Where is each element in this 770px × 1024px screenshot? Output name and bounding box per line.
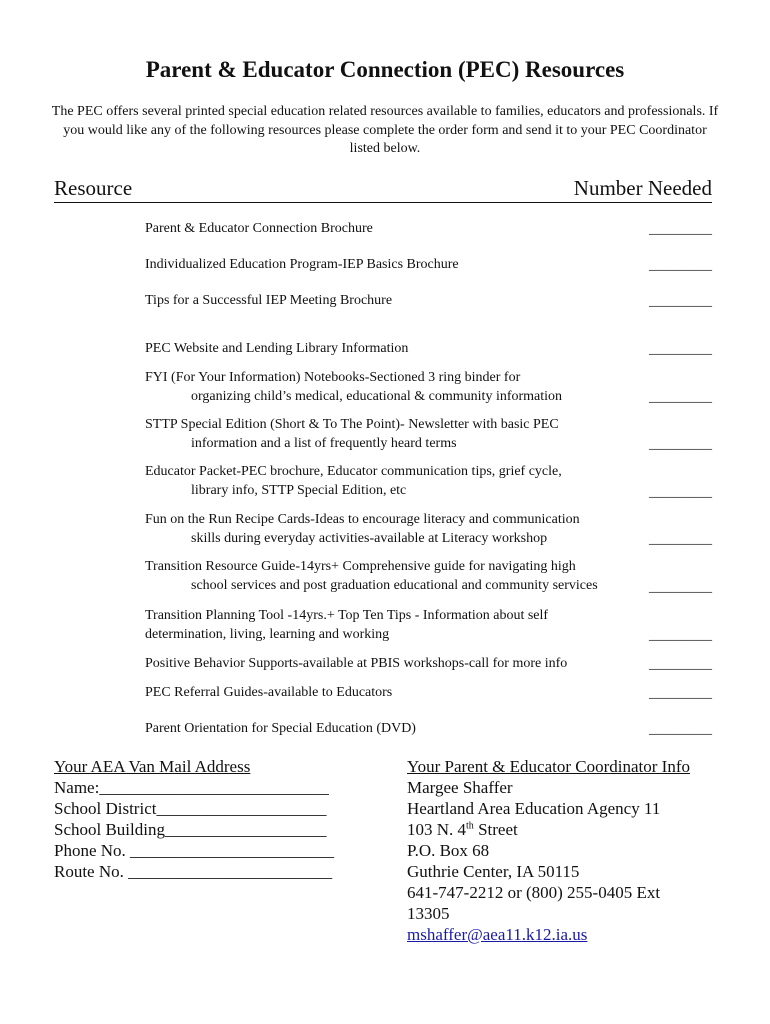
resource-label-continued: organizing child’s medical, educational & community information	[191, 388, 563, 404]
phone-field[interactable]: Phone No. ________________________	[54, 841, 335, 860]
resource-label: Positive Behavior Supports-available at PBIS workshops-call for more info	[145, 656, 568, 671]
resource-label: STTP Special Edition (Short & To The Point)- Newsletter with basic PEC	[145, 417, 559, 432]
resource-label: FYI (For Your Information) Notebooks-Sectioned 3 ring binder for	[145, 370, 521, 385]
resource-item	[145, 416, 645, 453]
quantity-field[interactable]: _________	[649, 437, 712, 452]
number-needed-column-header: Number Needed	[573, 176, 712, 200]
name-field[interactable]: Name:___________________________	[54, 778, 329, 797]
intro-paragraph: The PEC offers several printed special education related resources available to families, educators and professionals. If you would like any of the following resources please complete the order form and send it to your PEC Coordinator listed below.	[51, 104, 719, 156]
resource-label: Individualized Education Program-IEP Basics Brochure	[145, 257, 459, 272]
resource-item	[145, 511, 645, 548]
resource-label-continued: information and a list of frequently heard terms	[191, 435, 457, 451]
route-field[interactable]: Route No. ________________________	[54, 862, 333, 881]
resource-label-continued: skills during everyday activities-available at Literacy workshop	[191, 530, 548, 546]
resource-item	[145, 463, 645, 500]
street-number: 103 N. 4	[407, 820, 467, 839]
resource-item	[145, 256, 645, 275]
quantity-field[interactable]: _________	[649, 580, 712, 595]
coordinator-po-box: P.O. Box 68	[407, 841, 490, 860]
resource-item	[145, 292, 645, 311]
resource-item	[145, 369, 645, 406]
school-district-field[interactable]: School District____________________	[54, 799, 327, 818]
coordinator-heading: Your Parent & Educator Coordinator Info	[407, 757, 690, 776]
quantity-field[interactable]: _________	[649, 342, 712, 357]
resource-item	[145, 720, 645, 739]
coordinator-phone: 641-747-2212 or (800) 255-0405 Ext	[407, 883, 661, 902]
resource-label: Transition Planning Tool -14yrs.+ Top Ten Tips - Information about self	[145, 608, 549, 623]
resource-item	[145, 340, 645, 359]
resource-item	[145, 607, 645, 644]
resource-label: Tips for a Successful IEP Meeting Brochure	[145, 293, 393, 308]
quantity-field[interactable]: _________	[649, 657, 712, 672]
school-building-field[interactable]: School Building___________________	[54, 820, 327, 839]
resource-label: Parent Orientation for Special Education (DVD)	[145, 721, 416, 736]
quantity-field[interactable]: _________	[649, 722, 712, 737]
quantity-field[interactable]: _________	[649, 686, 712, 701]
resource-item	[145, 220, 645, 239]
quantity-field[interactable]: _________	[649, 628, 712, 643]
street-name: Street	[473, 820, 518, 839]
quantity-field[interactable]: _________	[649, 294, 712, 309]
coordinator-extension: 13305	[407, 904, 450, 923]
resource-label: Transition Resource Guide-14yrs+ Comprehensive guide for navigating high	[145, 559, 576, 574]
resource-label: Educator Packet-PEC brochure, Educator communication tips, grief cycle,	[145, 464, 562, 479]
street-ordinal: th	[466, 820, 474, 832]
resource-label-continued: determination, living, learning and working	[145, 626, 390, 642]
quantity-field[interactable]: _________	[649, 485, 712, 500]
page-title: Parent & Educator Connection (PEC) Resources	[145, 57, 625, 82]
coordinator-email-link[interactable]: mshaffer@aea11.k12.ia.us	[407, 925, 588, 944]
quantity-field[interactable]: _________	[649, 532, 712, 547]
resource-label: Fun on the Run Recipe Cards-Ideas to encourage literacy and communication	[145, 512, 580, 527]
resource-label: PEC Referral Guides-available to Educators	[145, 685, 393, 700]
resource-item	[145, 684, 645, 703]
resource-column-header: Resource	[54, 176, 133, 200]
resource-item	[145, 655, 645, 674]
quantity-field[interactable]: _________	[649, 222, 712, 237]
resource-table-header	[54, 176, 712, 203]
coordinator-city: Guthrie Center, IA 50115	[407, 862, 580, 881]
coordinator-section	[407, 756, 690, 945]
resource-label: PEC Website and Lending Library Information	[145, 341, 409, 356]
coordinator-agency: Heartland Area Education Agency 11	[407, 799, 661, 818]
quantity-field[interactable]: _________	[649, 258, 712, 273]
resource-label-continued: library info, STTP Special Edition, etc	[191, 482, 407, 498]
resource-label: Parent & Educator Connection Brochure	[145, 221, 373, 236]
mail-address-heading: Your AEA Van Mail Address	[54, 757, 251, 776]
resource-label-continued: school services and post graduation educational and community services	[191, 577, 598, 593]
quantity-field[interactable]: _________	[649, 390, 712, 405]
resource-item	[145, 558, 645, 595]
coordinator-street	[407, 819, 690, 840]
mail-address-section	[54, 756, 334, 882]
coordinator-name: Margee Shaffer	[407, 778, 513, 797]
